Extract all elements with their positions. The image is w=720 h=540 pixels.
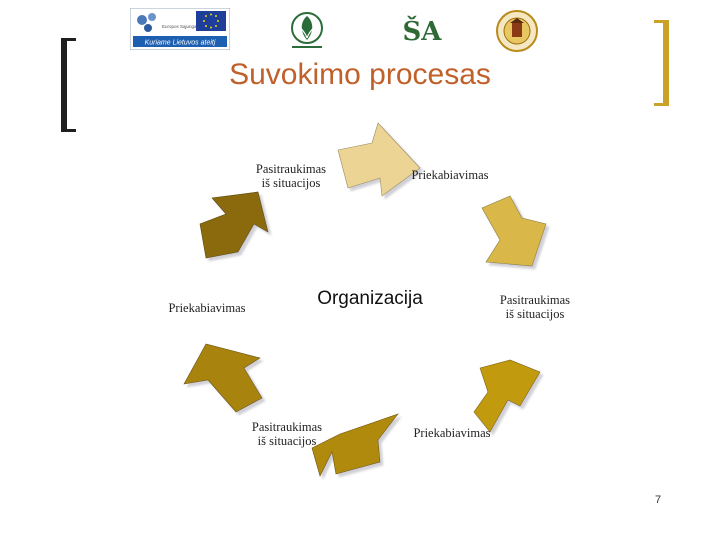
label-line: iš situacijos xyxy=(261,176,321,190)
cycle-arrow-upper-right xyxy=(482,196,546,266)
cycle-label-left xyxy=(152,301,262,315)
label-line: Priekabiavimas xyxy=(411,168,489,182)
page-number: 7 xyxy=(655,494,662,506)
label-line: Pasitraukimas xyxy=(251,420,323,434)
sa-mark: ŠA xyxy=(402,17,442,47)
label-line: Pasitraukimas xyxy=(255,162,327,176)
cycle-label-bottom-left xyxy=(242,420,332,448)
cycle-label-top-right xyxy=(400,168,500,182)
cycle-arrow-top xyxy=(338,123,420,196)
cycle-arrow-lower-left xyxy=(184,344,262,412)
eu-slogan: Kuriame Lietuvos ateitį xyxy=(144,39,216,47)
label-line: Priekabiavimas xyxy=(413,426,491,440)
slide-title: Suvokimo procesas xyxy=(229,58,491,91)
cycle-arrow-upper-left xyxy=(200,192,268,258)
label-line: Pasitraukimas xyxy=(499,293,571,307)
cycle-label-top-left xyxy=(246,162,336,190)
label-line: Priekabiavimas xyxy=(168,301,246,315)
label-line: iš situacijos xyxy=(257,434,317,448)
center-label: Organizacija xyxy=(317,288,423,309)
cycle-arrow-lower-right xyxy=(474,360,540,432)
label-line: iš situacijos xyxy=(505,307,565,321)
cycle-label-bottom-right xyxy=(402,426,502,440)
eu-caption: Europos Sąjunga xyxy=(162,24,197,29)
cycle-label-right xyxy=(490,293,580,321)
